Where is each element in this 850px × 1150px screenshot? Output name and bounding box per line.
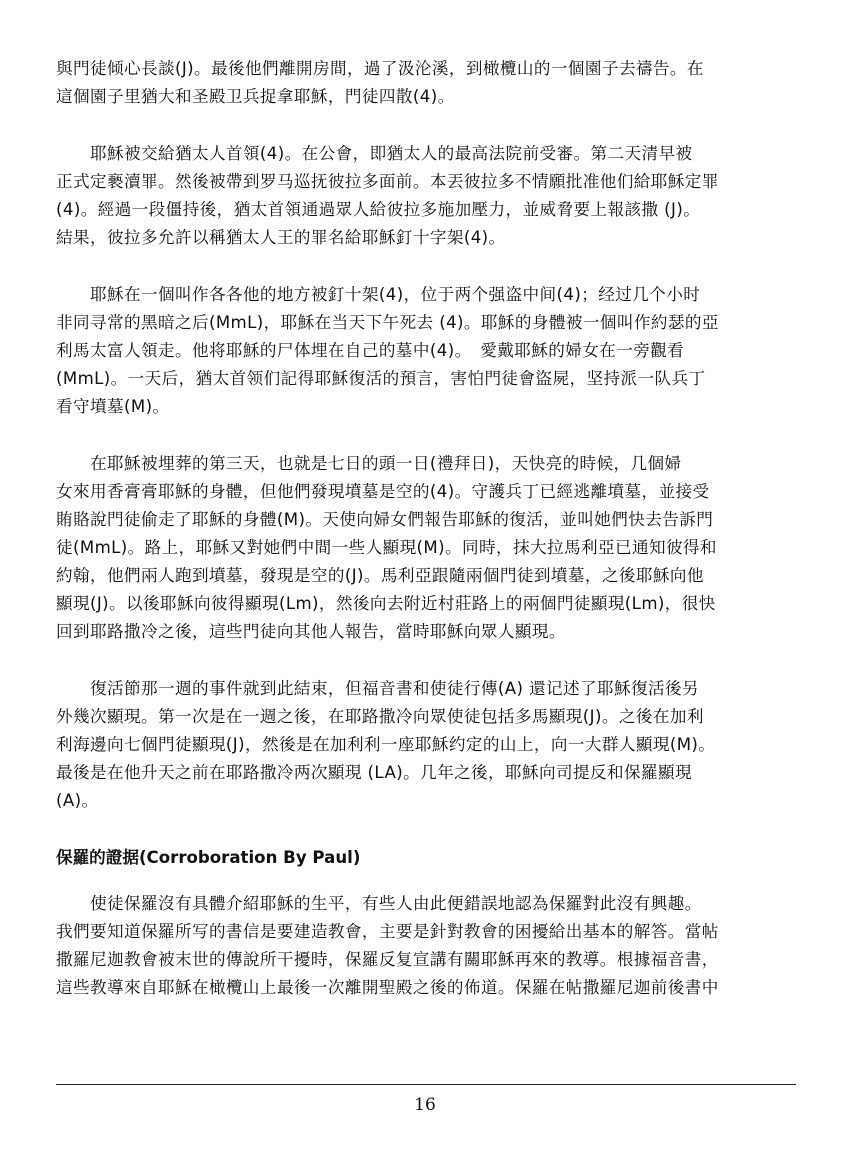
text-line: 顯現(J)。以後耶穌向彼得顯現(Lm)，然後向去附近村莊路上的兩個門徒顯現(Lm)，很快 (56, 594, 716, 613)
text-line: 結果，彼拉多允許以稱猶太人王的罪名給耶穌釘十字架(4)。 (56, 228, 506, 247)
text-line: 利馬太富人領走。他将耶穌的尸体埋在自己的墓中(4)。 愛戴耶穌的婦女在一旁觀看 (56, 341, 685, 360)
text-line: (A)。 (56, 791, 99, 810)
text-line: 非同寻常的黑暗之后(MmL)，耶穌在当天下午死去 (4)。耶穌的身體被一個叫作約瑟的亞 (56, 313, 719, 332)
text-line: 在耶穌被埋葬的第三天，也就是七日的頭一日(禮拜日)，天快亮的時候，几個婦 (56, 454, 682, 473)
section-heading: 保羅的證据(Corroboration By Paul) (56, 848, 361, 867)
text-line: 耶穌在一個叫作各各他的地方被釘十架(4)，位于两个强盗中间(4)；经过几个小时 (56, 285, 701, 304)
text-line: 約翰，他們兩人跑到墳墓，發現是空的(J)。馬利亞跟隨兩個門徒到墳墓，之後耶穌向他 (56, 566, 704, 585)
text-line: 我們要知道保羅所写的書信是要建造教會，主要是針對教會的困擾給出基本的解答。當帖 (56, 922, 719, 941)
text-line: 正式定褻瀆罪。然後被帶到罗马巡抚彼拉多面前。本丟彼拉多不情願批准他们給耶穌定罪 (56, 172, 719, 191)
page-number: 16 (414, 1095, 436, 1115)
text-line: 使徒保羅沒有具體介紹耶穌的生平，有些人由此便錯誤地認為保羅對此沒有興趣。 (56, 894, 702, 913)
text-line: 看守墳墓(M)。 (56, 397, 170, 416)
text-line: 利海邊向七個門徒顯現(J)，然後是在加利利一座耶穌约定的山上，向一大群人顯現(M)。 (56, 735, 716, 754)
paragraph-1 (56, 55, 786, 111)
text-line: 復活節那一週的事件就到此結束，但福音書和使徒行傳(A) 還记述了耶穌復活後另 (56, 679, 699, 698)
paragraph-2 (56, 140, 786, 252)
text-line: 外幾次顯現。第一次是在一週之後，在耶路撒冷向眾使徒包括多馬顯現(J)。之後在加利 (56, 707, 704, 726)
text-line: 女來用香膏膏耶穌的身體，但他們發現墳墓是空的(4)。守護兵丁已經逃離墳墓，並接受 (56, 482, 710, 501)
paragraph-5 (56, 675, 786, 815)
text-line: 徒(MmL)。路上，耶穌又對她們中間一些人顯現(M)。同時，抹大拉馬利亞已通知彼得和 (56, 538, 717, 557)
text-line: 這些教導來自耶穌在橄欖山上最後一次離開聖殿之後的佈道。保羅在帖撒羅尼迦前後書中 (56, 978, 719, 997)
text-line: 耶穌被交給猶太人首領(4)。在公會，即猶太人的最高法院前受審。第二天清早被 (56, 144, 693, 163)
section-paragraph (56, 890, 786, 1002)
footer-divider (56, 1084, 796, 1085)
paragraph-4 (56, 450, 786, 646)
page-content (56, 55, 786, 1031)
text-line: 這個園子里猶大和圣殿卫兵捉拿耶穌，門徒四散(4)。 (56, 87, 455, 106)
text-line: 回到耶路撒冷之後，這些門徒向其他人報告，當時耶穌向眾人顯現。 (56, 622, 566, 641)
paragraph-3 (56, 281, 786, 421)
text-line: (4)。經過一段僵持後，猶太首領通過眾人給彼拉多施加壓力，並威脅要上報該撒 (J)。 (56, 200, 701, 219)
text-line: 與門徒倾心長談(J)。最後他們離開房間，過了汲沦溪，到橄欖山的一個園子去禱告。在 (56, 59, 704, 78)
text-line: (MmL)。一天后，猶太首领们記得耶穌復活的預言，害怕門徒會盜屍，坚持派一队兵丁 (56, 369, 706, 388)
text-line: 最後是在他升天之前在耶路撒冷两次顯現 (LA)。几年之後，耶穌向司提反和保羅顯現 (56, 763, 692, 782)
text-line: 賄賂說門徒偷走了耶穌的身體(M)。天使向婦女們報告耶穌的復活，並叫她們快去告訴門 (56, 510, 714, 529)
text-line: 撒羅尼迦教會被末世的傳說所干擾時，保羅反复宣講有關耶穌再來的教導。根據福音書， (56, 950, 719, 969)
